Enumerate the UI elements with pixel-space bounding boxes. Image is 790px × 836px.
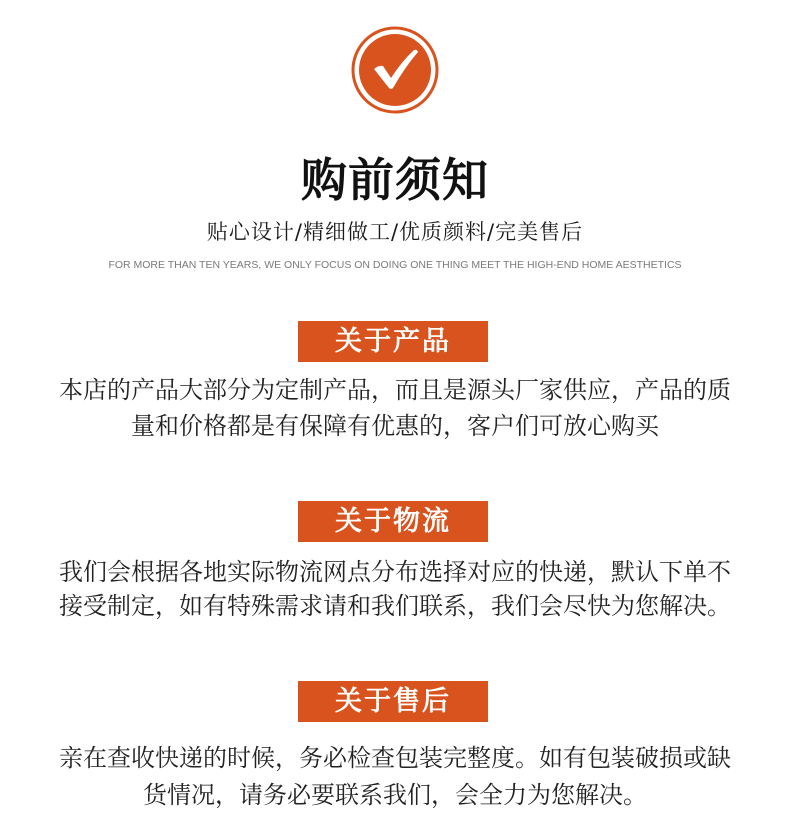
section-heading-after-sales: 关于售后 (298, 681, 488, 722)
section-text-line: 量和价格都是有保障有优惠的，客户们可放心购买 (131, 412, 659, 440)
check-circle-icon (350, 25, 440, 115)
page-subtitle: 贴心设计/精细做工/优质颜料/完美售后 (206, 220, 584, 244)
section-heading-logistics: 关于物流 (298, 501, 488, 542)
section-text-line: 亲在查收快递的时候，务必检查包装完整度。如有包装破损或缺 (59, 744, 731, 772)
section-text-line: 货情况，请务必要联系我们，会全力为您解决。 (143, 781, 647, 809)
page-title: 购前须知 (301, 153, 489, 207)
section-text-line: 接受制定，如有特殊需求请和我们联系，我们会尽快为您解决。 (59, 592, 731, 620)
section-text-line: 本店的产品大部分为定制产品，而且是源头厂家供应，产品的质 (59, 376, 731, 404)
section-heading-product: 关于产品 (298, 321, 488, 362)
section-text-line: 我们会根据各地实际物流网点分布选择对应的快递，默认下单不 (59, 558, 731, 586)
english-tagline: FOR MORE THAN TEN YEARS, WE ONLY FOCUS ON DOING ONE THING MEET THE HIGH-END HOME AESTHETICS (108, 259, 682, 271)
